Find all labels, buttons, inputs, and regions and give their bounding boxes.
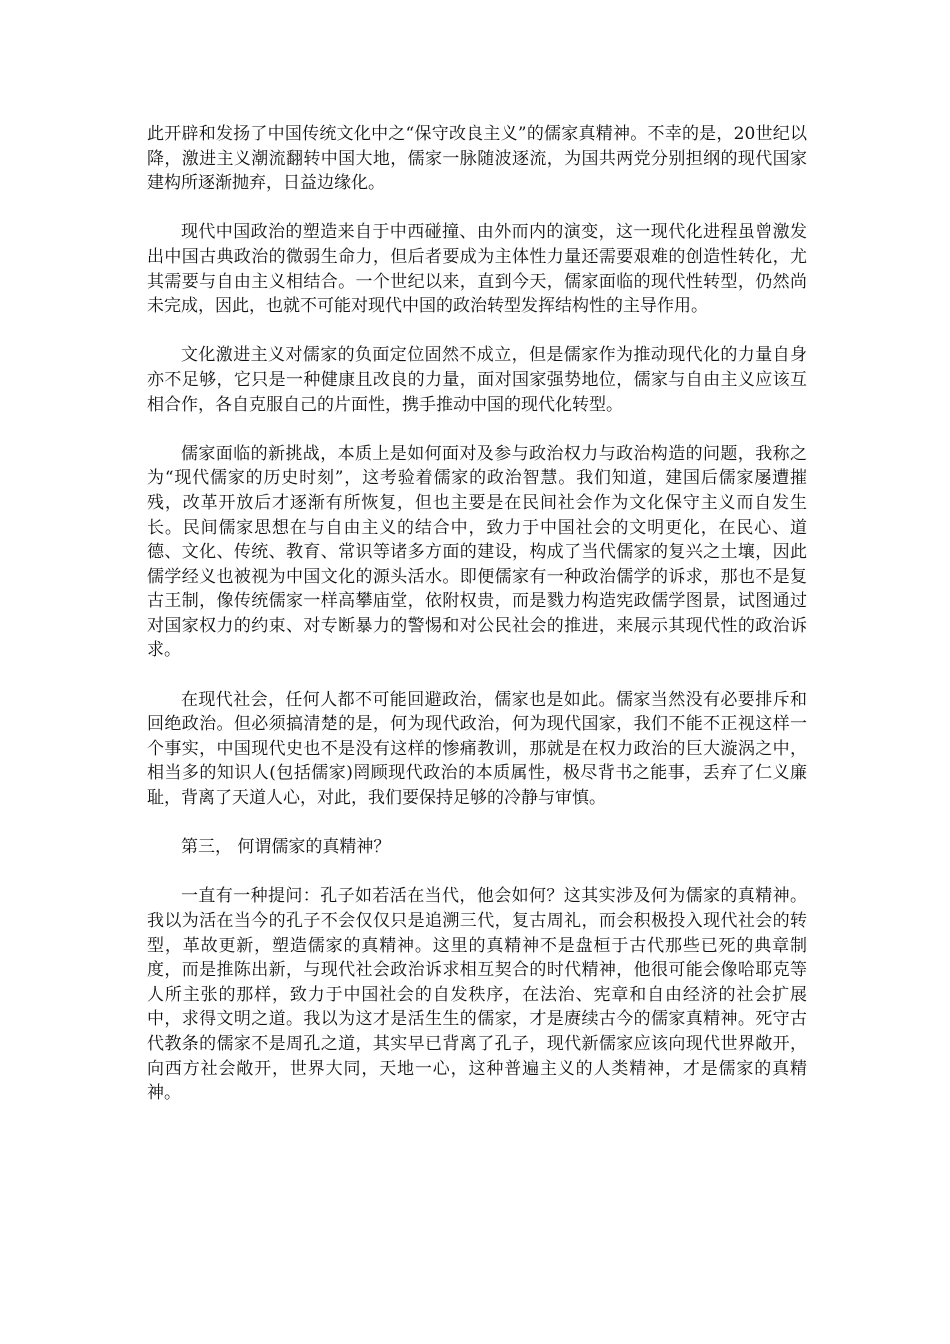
paragraph-cultural-radicalism: 文化激进主义对儒家的负面定位固然不成立，但是儒家作为推动现代化的力量自身亦不足够，它只是一种健康且改良的力量，面对国家强势地位，儒家与自由主义应该互相合作，各自克服自己的片面性，携手推动中国的现代化转型。: [147, 345, 807, 415]
paragraph-continuation: 此开辟和发扬了中国传统文化中之“保守改良主义”的儒家真精神。不幸的是，20世纪以降，激进主义潮流翻转中国大地，儒家一脉随波逐流，为国共两党分别担纲的现代国家建构所逐渐抛弃，日益边缘化。: [147, 124, 807, 194]
paragraph-true-spirit: 一直有一种提问：孔子如若活在当代，他会如何？这其实涉及何为儒家的真精神。我以为活在当今的孔子不会仅仅只是追溯三代，复古周礼，而会积极投入现代社会的转型，革故更新，塑造儒家的真精神。这里的真精神不是盘桓于古代那些已死的典章制度，而是推陈出新，与现代社会政治诉求相互契合的时代精神，他很可能会像哈耶克等人所主张的那样，致力于中国社会的自发秩序，在法治、宪章和自由经济的社会扩展中，求得文明之道。我以为这才是活生生的儒家，才是赓续古今的儒家真精神。死守古代教条的儒家不是周孔之道，其实早已背离了孔子，现代新儒家应该向现代世界敞开，向西方社会敞开，世界大同，天地一心，这种普遍主义的人类精神，才是儒家的真精神。: [147, 886, 807, 1104]
paragraph-modern-society: 在现代社会，任何人都不可能回避政治，儒家也是如此。儒家当然没有必要排斥和回绝政治。但必须搞清楚的是，何为现代政治，何为现代国家，我们不能不正视这样一个事实，中国现代史也不是没有这样的惨痛教训，那就是在权力政治的巨大漩涡之中，相当多的知识人(包括儒家)罔顾现代政治的本质属性，极尽背书之能事，丢弃了仁义廉耻，背离了天道人心，对此，我们要保持足够的冷静与审慎。: [147, 689, 807, 809]
section-heading: 第三， 何谓儒家的真精神？: [181, 837, 391, 858]
article-body: [147, 122, 807, 1106]
paragraph-modern-politics: 现代中国政治的塑造来自于中西碰撞、由外而内的演变，这一现代化进程虽曾激发出中国古典政治的微弱生命力，但后者要成为主体性力量还需要艰难的创造性转化，尤其需要与自由主义相结合。一个世纪以来，直到今天，儒家面临的现代性转型，仍然尚未完成，因此，也就不可能对现代中国的政治转型发挥结构性的主导作用。: [147, 222, 807, 317]
paragraph-new-challenges: 儒家面临的新挑战，本质上是如何面对及参与政治权力与政治构造的问题，我称之为“现代儒家的历史时刻”，这考验着儒家的政治智慧。我们知道，建国后儒家屡遭摧残，改革开放后才逐渐有所恢复，但也主要是在民间社会作为文化保守主义而自发生长。民间儒家思想在与自由主义的结合中，致力于中国社会的文明更化，在民心、道德、文化、传统、教育、常识等诸多方面的建设，构成了当代儒家的复兴之土壤，因此儒学经义也被视为中国文化的源头活水。即便儒家有一种政治儒学的诉求，那也不是复古王制，像传统儒家一样高攀庙堂，依附权贵，而是戮力构造宪政儒学图景，试图通过对国家权力的约束、对专断暴力的警惕和对公民社会的推进，来展示其现代性的政治诉求。: [147, 443, 807, 661]
